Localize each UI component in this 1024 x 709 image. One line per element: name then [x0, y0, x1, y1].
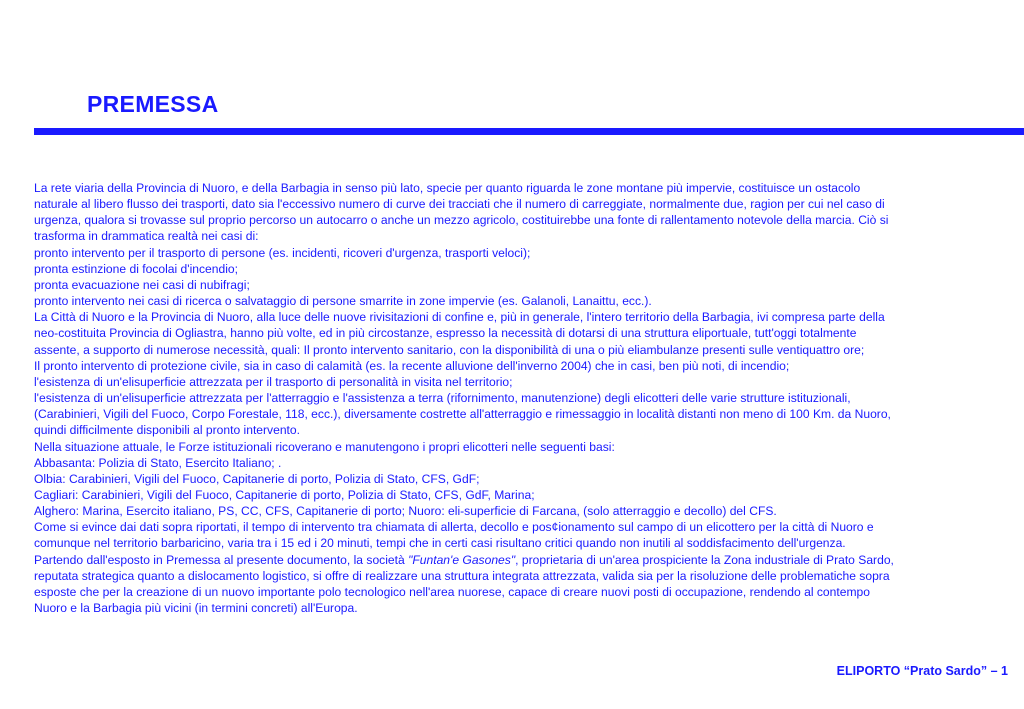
body-line: trasforma in drammatica realtà nei casi di:: [34, 229, 259, 244]
premessa-body: [34, 180, 974, 616]
body-line: pronto intervento per il trasporto di persone (es. incidenti, ricoveri d'urgenza, trasporti veloci);: [34, 245, 531, 260]
body-line: assente, a supporto di numerose necessità, quali: Il pronto intervento sanitario, con la disponibilità di una o più eliambulanze presenti sulle ventiquattro ore;: [34, 342, 865, 357]
body-line: pronta estinzione di focolai d'incendio;: [34, 261, 239, 276]
body-line: Abbasanta: Polizia di Stato, Esercito Italiano; .: [34, 455, 282, 470]
body-line: La rete viaria della Provincia di Nuoro, e della Barbagia in senso più lato, specie per quanto riguarda le zone montane più impervie, costituisce un ostacolo: [34, 181, 861, 195]
page-footer: ELIPORTO “Prato Sardo” – 1: [836, 664, 1008, 678]
body-line: Olbia: Carabinieri, Vigili del Fuoco, Capitanerie di porto, Polizia di Stato, CFS, GdF;: [34, 471, 480, 486]
body-line: urgenza, qualora si trovasse sul proprio percorso un autocarro o anche un mezzo agricolo, costituirebbe una fonte di rallentamento notevole della marcia. Ciò si: [34, 213, 889, 228]
body-line-company-lead: Partendo dall'esposto in Premessa al presente documento, la società: [34, 552, 409, 567]
body-line: naturale al libero flusso dei trasporti, dato sia l'eccessivo numero di curve dei tracciati che il numero di carreggiate, normalmente due, ragion per cui nel caso di: [34, 197, 885, 212]
body-line: pronta evacuazione nei casi di nubifragi;: [34, 277, 250, 292]
body-line: reputata strategica quanto a dislocamento logistico, si offre di realizzare una struttura integrata attrezzata, valida sia per la risoluzione delle problematiche sopra: [34, 568, 890, 583]
body-line: comunque nel territorio barbaricino, varia tra i 15 ed i 20 minuti, tempi che in certi casi risultano critici quando non inutili al soddisfacimento dell'urgenza.: [34, 536, 846, 551]
body-line: l'esistenza di un'elisuperficie attrezzata per il trasporto di personalità in visita nel territorio;: [34, 374, 513, 389]
title-divider: [34, 128, 1024, 135]
company-name: "Funtan'e Gasones": [408, 552, 516, 567]
body-line: esposte che per la creazione di un nuovo importante polo tecnologico nell'area nuorese, capace di creare nuovi posti di occupazione, rendendo al contempo: [34, 584, 870, 599]
body-line: l'esistenza di un'elisuperficie attrezzata per l'atterraggio e l'assistenza a terra (rifornimento, manutenzione) degli elicotteri delle varie strutture istituzionali,: [34, 391, 851, 406]
body-line: Alghero: Marina, Esercito italiano, PS, CC, CFS, Capitanerie di porto; Nuoro: eli-superficie di Farcana, (solo atterraggio e decollo) del CFS.: [34, 504, 777, 519]
body-line: quindi difficilmente disponibili al pronto intervento.: [34, 423, 300, 438]
body-line-company: [34, 552, 974, 568]
body-line: pronto intervento nei casi di ricerca o salvataggio di persone smarrite in zone impervie (es. Galanoli, Lanaittu, ecc.).: [34, 294, 652, 309]
body-line: Nuoro e la Barbagia più vicini (in termini concreti) all'Europa.: [34, 601, 358, 616]
body-line: Nella situazione attuale, le Forze istituzionali ricoverano e manutengono i propri elicotteri nelle seguenti basi:: [34, 439, 615, 454]
body-line: (Carabinieri, Vigili del Fuoco, Corpo Forestale, 118, ecc.), diversamente costrette all'atterraggio e rimessaggio in località distanti non meno di 100 Km. da Nuoro,: [34, 407, 891, 422]
body-line-company-tail: , proprietaria di un'area prospiciente la Zona industriale di Prato Sardo,: [515, 552, 894, 567]
body-line: Come si evince dai dati sopra riportati, il tempo di intervento tra chiamata di allerta, decollo e pos¢ionamento sul campo di un elicottero per la città di Nuoro e: [34, 520, 874, 535]
body-line: La Città di Nuoro e la Provincia di Nuoro, alla luce delle nuove rivisitazioni di confine e, più in generale, l'intero territorio della Barbagia, ivi compresa parte della: [34, 310, 885, 325]
body-line: Il pronto intervento di protezione civile, sia in caso di calamità (es. la recente alluvione dell'inverno 2004) che in casi, ben più noti, di incendio;: [34, 358, 790, 373]
page-title: PREMESSA: [87, 91, 219, 117]
body-line: neo-costituita Provincia di Ogliastra, hanno più volte, ed in più circostanze, espresso la necessità di dotarsi di una struttura eliportuale, tutt'oggi totalmente: [34, 326, 857, 341]
body-line: Cagliari: Carabinieri, Vigili del Fuoco, Capitanerie di porto, Polizia di Stato, CFS, GdF, Marina;: [34, 487, 535, 502]
